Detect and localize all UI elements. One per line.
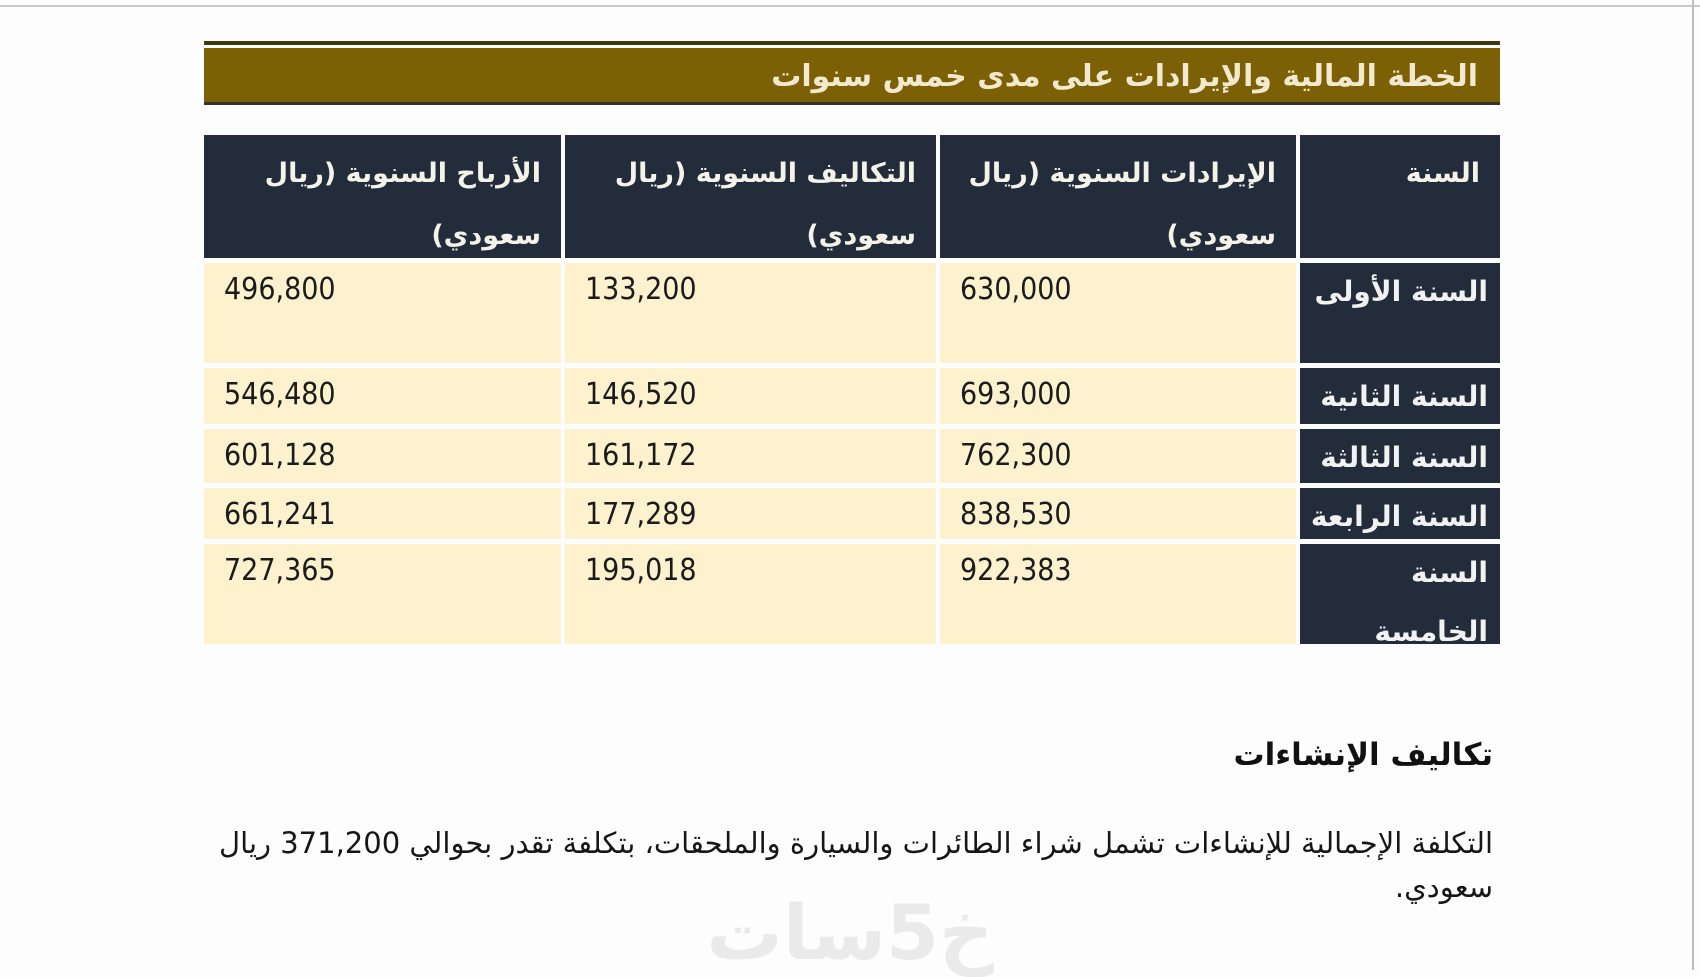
profit-cell: 601,128 [204, 429, 561, 483]
revenue-cell: 630,000 [940, 263, 1296, 363]
revenue-cell: 693,000 [940, 368, 1296, 424]
construction-costs-heading: تكاليف الإنشاءات [1233, 737, 1493, 773]
row-year-label: السنة الثالثة [1300, 429, 1500, 483]
row-year-label: السنة الخامسة [1300, 544, 1500, 644]
construction-costs-paragraph: التكلفة الإجمالية للإنشاءات تشمل شراء الطائرات والسيارة والملحقات، بتكلفة تقدر بحوالي 371,200 ريال سعودي. [219, 826, 1493, 904]
page-top-divider [0, 5, 1700, 7]
costs-cell: 177,289 [565, 488, 936, 539]
column-header-year: السنة [1300, 135, 1500, 258]
profit-cell: 496,800 [204, 263, 561, 363]
column-header-profit: الأرباح السنوية (ريال سعودي) [204, 135, 561, 258]
costs-cell: 133,200 [565, 263, 936, 363]
revenue-cell: 838,530 [940, 488, 1296, 539]
title-bar-top-border [204, 41, 1500, 45]
costs-cell: 146,520 [565, 368, 936, 424]
page-title: الخطة المالية والإيرادات على مدى خمس سنوات [771, 59, 1478, 94]
profit-cell: 546,480 [204, 368, 561, 424]
column-header-costs: التكاليف السنوية (ريال سعودي) [565, 135, 936, 258]
row-year-label: السنة الرابعة [1300, 488, 1500, 539]
row-year-label: السنة الأولى [1300, 263, 1500, 363]
financial-plan-table [204, 135, 1500, 648]
revenue-cell: 762,300 [940, 429, 1296, 483]
costs-cell: 161,172 [565, 429, 936, 483]
revenue-cell: 922,383 [940, 544, 1296, 644]
column-header-revenue: الإيرادات السنوية (ريال سعودي) [940, 135, 1296, 258]
costs-cell: 195,018 [565, 544, 936, 644]
row-year-label: السنة الثانية [1300, 368, 1500, 424]
profit-cell: 661,241 [204, 488, 561, 539]
section-title-bar [204, 48, 1500, 105]
page-edge-line [1692, 0, 1694, 970]
khamsat-watermark-logo: خ5سات [706, 888, 994, 977]
profit-cell: 727,365 [204, 544, 561, 644]
